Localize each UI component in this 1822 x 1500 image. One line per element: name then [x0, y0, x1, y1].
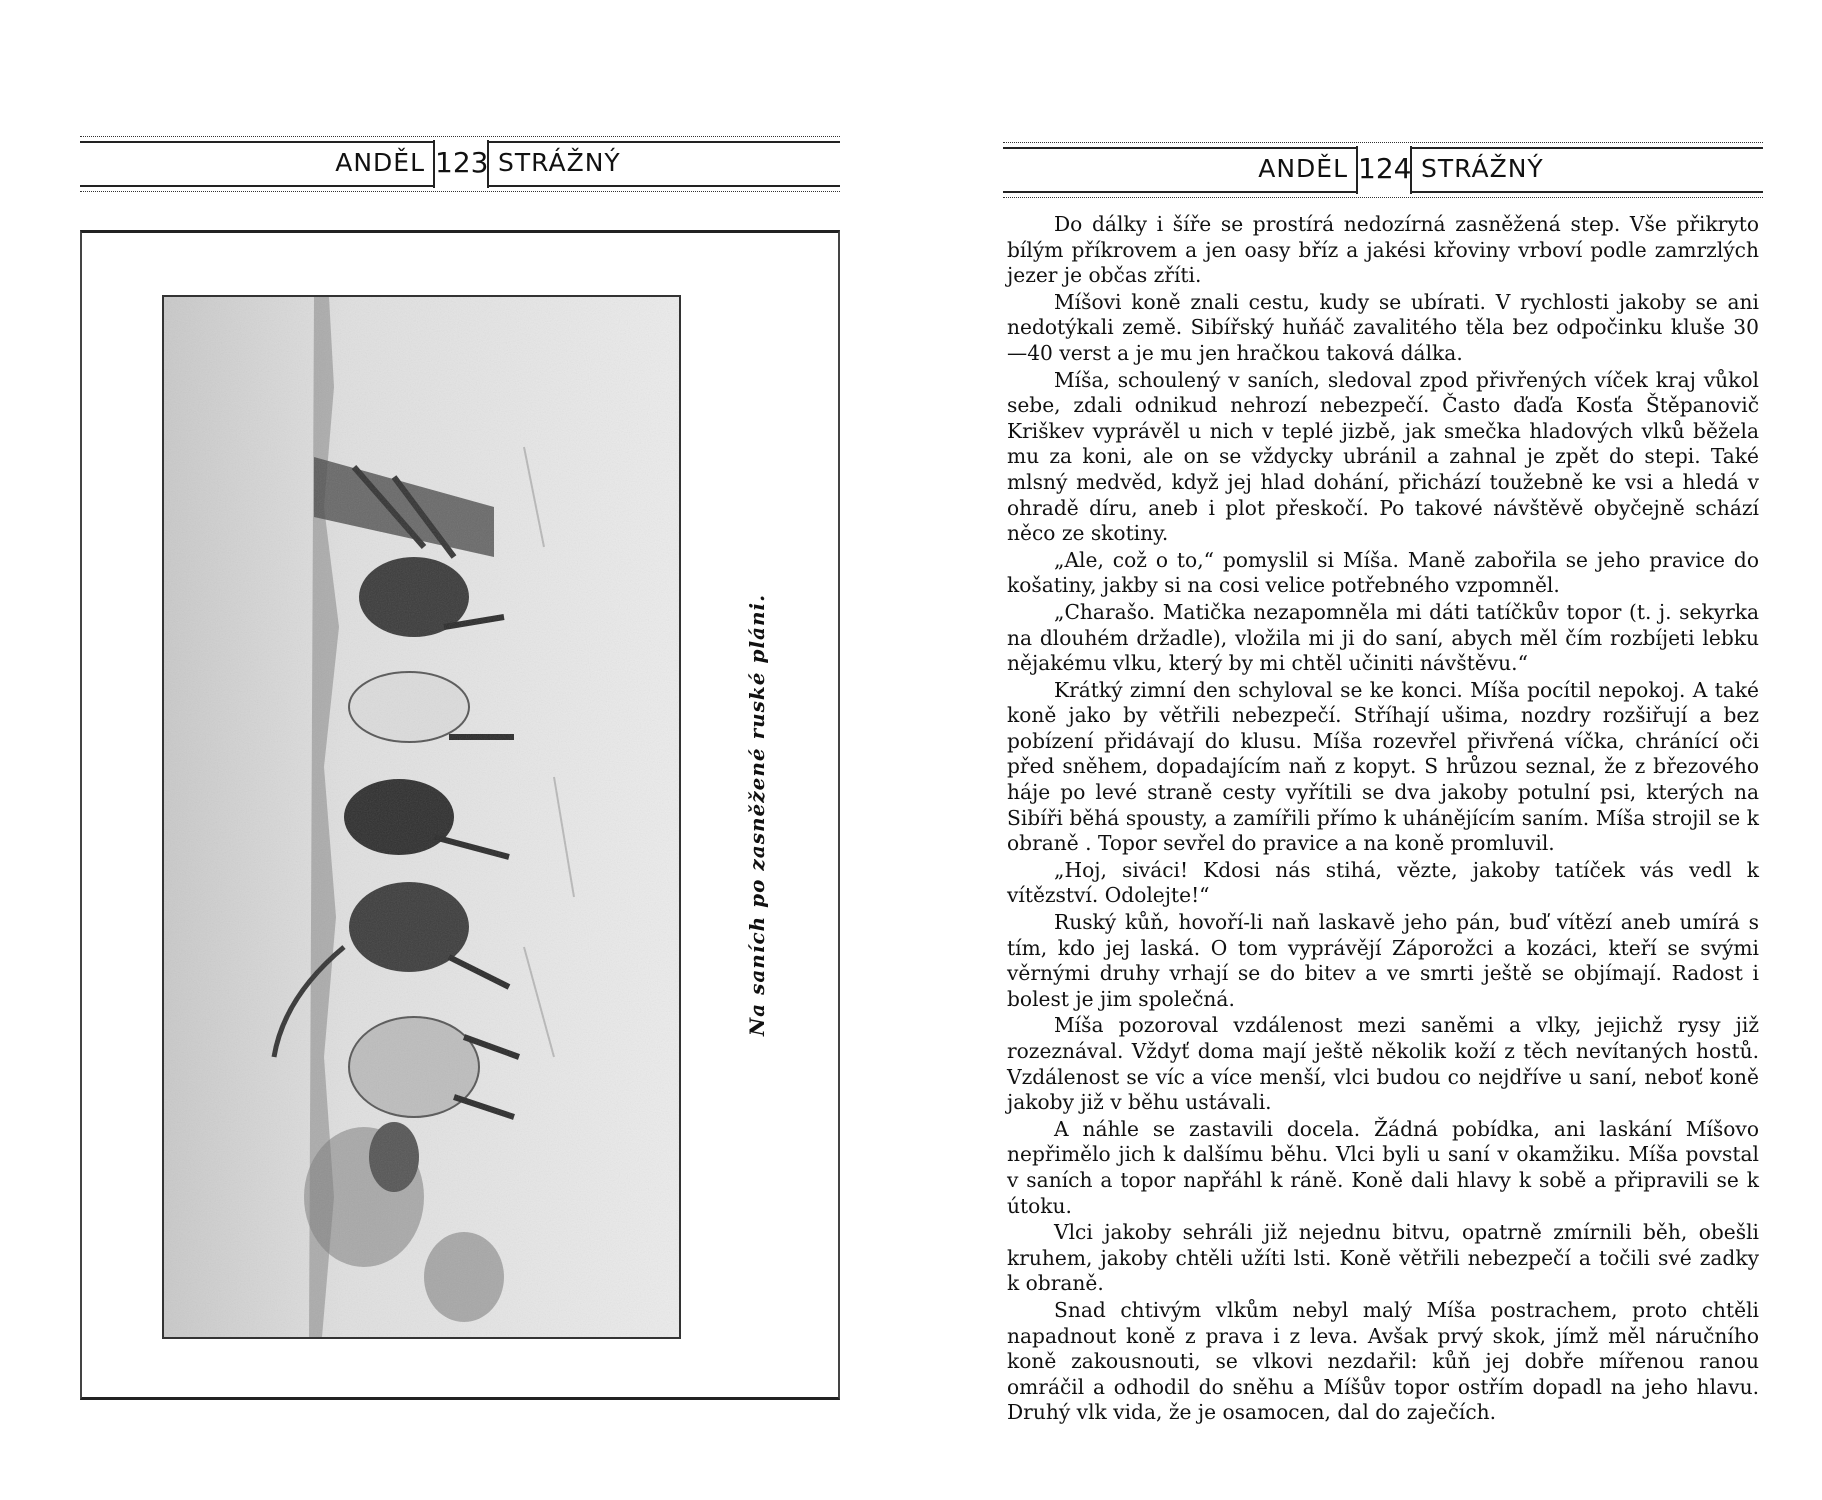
paragraph: Míša, schoulený v saních, sledoval zpod přivřených víček kraj vůkol sebe, zdali odnikud nehrozí nebezpečí. Často ďaďa Kosťa Štěpanovič Kriškev vyprávěl u nich v teplé jizbě, jak smečka hladových vlků běžela mu za koni, ale on se vždycky ubránil a zahnal je zpět do stepi. Také mlsný medvěd, když jej hlad dohání, přichází toužebně ke vsi a hledá v ohradě díru, aneb i plot přeskočí. Po takové návštěvě obyčejně schází něco ze skotiny.	[1007, 367, 1759, 546]
header-rule	[1003, 142, 1763, 143]
header-title-right: STRÁŽNÝ	[498, 148, 621, 177]
paragraph: Snad chtivým vlkům nebyl malý Míša postrachem, proto chtěli napadnout koně z prava i z leva. Avšak prvý skok, jímž měl náručního koně zakousnouti, se vlkovi nezdařil: kůň jej dobře mířenou ranou omráčil a odhodil do sněhu a Míšův topor ostřím dopadl na jeho hlavu. Druhý vlk vida, že je osamocen, dal do zaječích.	[1007, 1297, 1759, 1425]
paragraph: „Hoj, siváci! Kdosi nás stihá, vězte, jakoby tatíček vás vedl k vítězství. Odolejte!“	[1007, 857, 1759, 908]
running-header-left-page	[80, 136, 840, 192]
page-number: 123	[433, 140, 489, 188]
paragraph: A náhle se zastavili docela. Žádná pobídka, ani laskání Míšovo nepřimělo jich k dalšímu běhu. Vlci byli u saní v okamžiku. Míša povstal v saních a topor napřáhl k ráně. Koně dali hlavy k sobě a připravili se k útoku.	[1007, 1116, 1759, 1218]
paragraph: Míšovi koně znali cestu, kudy se ubírati. V rychlosti jakoby se ani nedotýkali země. Sibířský huňáč zavalitého těla bez odpočinku kluše 30—40 verst a je mu jen hračkou taková dálka.	[1007, 289, 1759, 365]
paragraph: Do dálky i šíře se prostírá nedozírná zasněžená step. Vše přikryto bílým příkrovem a jen oasy bříz a jakési křoviny vrboví podle zamrzlých jezer je občas zříti.	[1007, 212, 1759, 288]
running-header-right-page	[1003, 142, 1763, 198]
header-title-right: STRÁŽNÝ	[1421, 154, 1544, 183]
header-title-left: ANDĚL	[1258, 154, 1348, 183]
sleigh-horses-image	[164, 297, 679, 1337]
illustration-caption: Na saních po zasněžené ruské pláni.	[745, 593, 769, 1037]
paragraph: Vlci jakoby sehráli již nejednu bitvu, opatrně zmírnili běh, obešli kruhem, jakoby chtěli užíti lsti. Koně větřili nebezpečí a točili své zadky k obraně.	[1007, 1220, 1759, 1296]
caption-container	[712, 295, 802, 1335]
paragraph: Ruský kůň, hovoří-li naň laskavě jeho pán, buď vítězí aneb umírá s tím, kdo jej laská. O tom vyprávějí Záporožci a kozáci, kteří se svými věrnými druhy vrhají se do bitev a ve smrti ještě se objímají. Radost i bolest je jim společná.	[1007, 910, 1759, 1011]
header-rule	[80, 136, 840, 137]
illustration-plate	[80, 230, 840, 1400]
paragraph: Míša pozoroval vzdálenost mezi saněmi a vlky, jejichž rysy již rozeznával. Vždyť doma mají ještě několik koží z těch nevítaných hostů. Vzdálenost se víc a více menší, vlci budou co nejdříve u saní, neboť koně jakoby již v běhu ustávali.	[1007, 1013, 1759, 1115]
header-title-left: ANDĚL	[335, 148, 425, 177]
right-page	[911, 0, 1822, 1500]
header-rule	[1003, 197, 1763, 198]
paragraph: „Charašo. Matička nezapomněla mi dáti tatíčkův topor (t. j. sekyrka na dlouhém držadle), vložila mi ji do saní, abych měl čím rozbíjeti lebku nějakému vlku, který by mi chtěl učiniti návštěvu.“	[1007, 599, 1759, 676]
illustration-photo	[162, 295, 681, 1339]
header-rule	[80, 191, 840, 192]
body-text	[1007, 212, 1759, 1427]
paragraph: „Ale, což o to,“ pomyslil si Míša. Maně zabořila se jeho pravice do košatiny, jakby si na cosi velice potřebného vzpomněl.	[1007, 547, 1759, 598]
page-number: 124	[1356, 146, 1412, 194]
paragraph: Krátký zimní den schyloval se ke konci. Míša pocítil nepokoj. A také koně jako by větřili nebezpečí. Stříhají ušima, nozdry rozšiřují a bez pobízení přidávají do klusu. Míša rozevřel přivřená víčka, chránící oči před sněhem, dopadajícím naň z kopyt. S hrůzou seznal, že z březového háje po levé straně cesty vyřítili se dva jakoby potulní psi, kterých na Sibíři běhá spousty, a zamířili přímo k uhánějícím saním. Míša strojil se k obraně . Topor sevřel do pravice a na koně promluvil.	[1007, 677, 1759, 856]
